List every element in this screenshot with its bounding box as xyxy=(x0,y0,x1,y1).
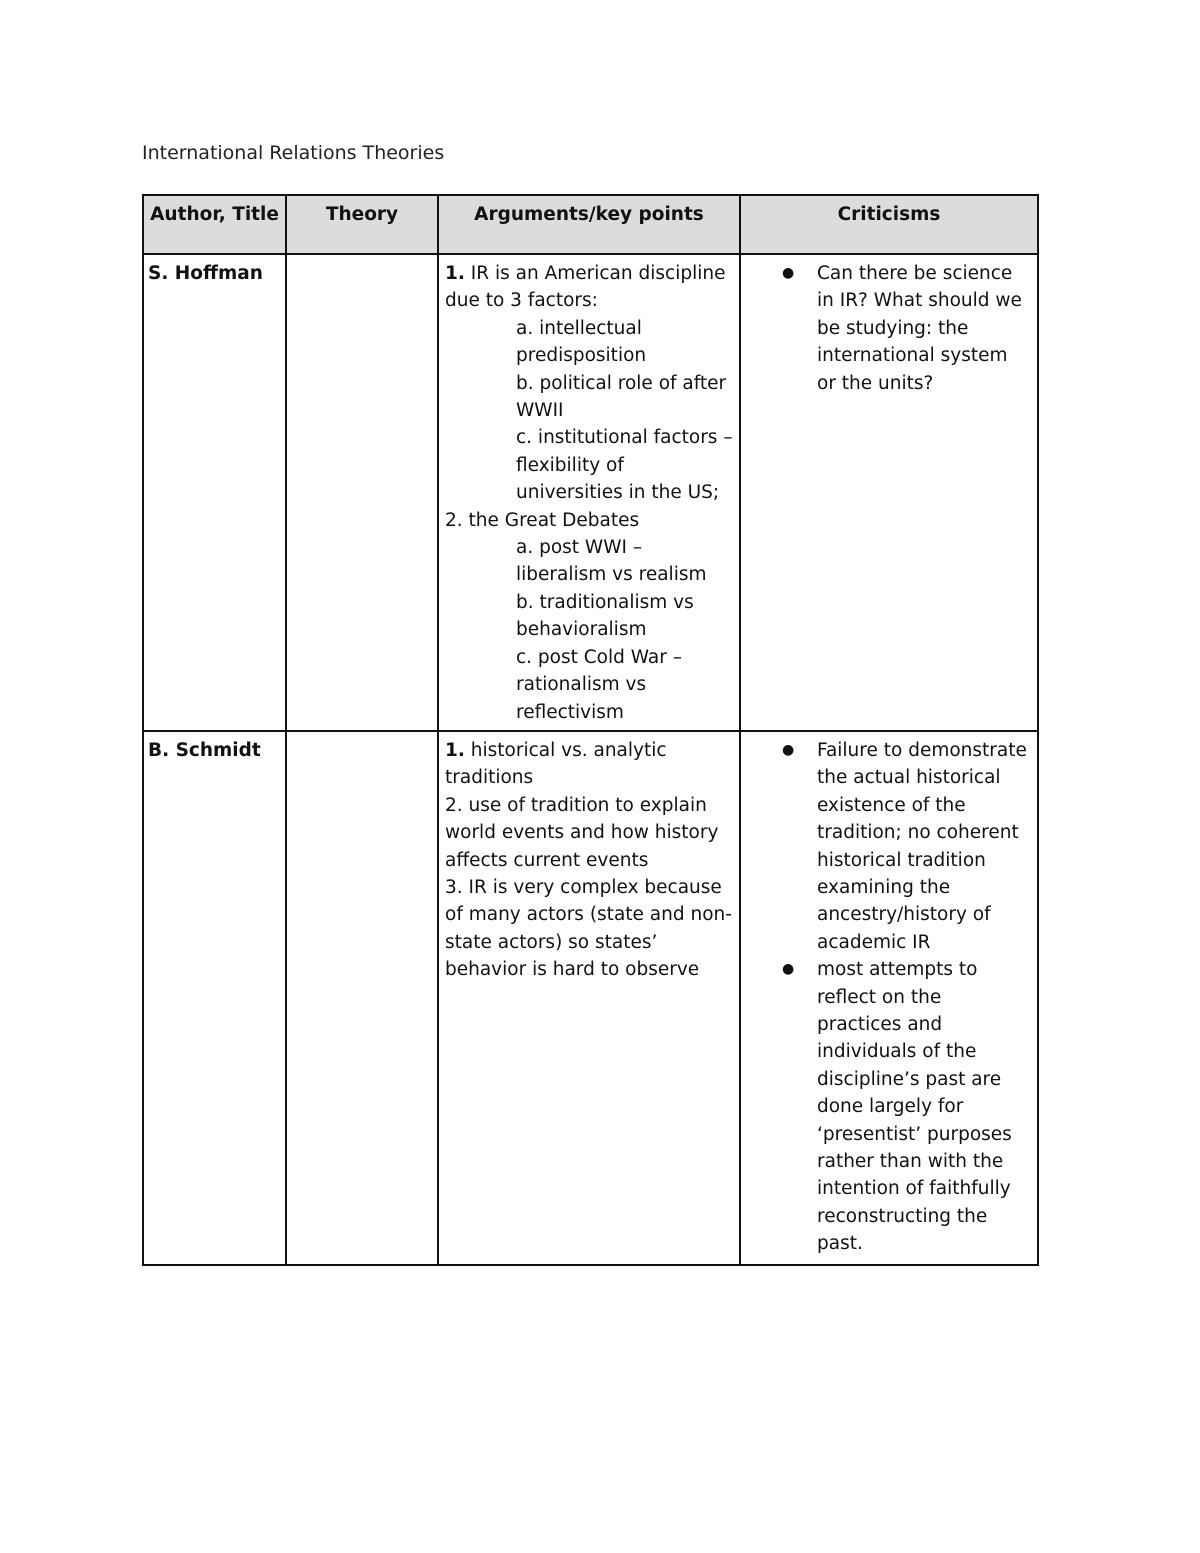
header-criticisms: Criticisms xyxy=(740,195,1038,254)
argument-subitem: c. institutional factors – flexibility of universities in the US; xyxy=(516,427,733,504)
theories-table xyxy=(142,194,1039,1266)
criticism-text: Failure to demonstrate the actual historical existence of the tradition; no coherent historical tradition examining the ancestry/history of academic IR xyxy=(817,739,1027,953)
argument-text: historical vs. analytic traditions xyxy=(445,739,667,789)
argument-subitem: c. post Cold War – rationalism vs reflectivism xyxy=(516,646,682,723)
list-item xyxy=(741,260,1031,397)
list-item xyxy=(741,737,1031,956)
argument-item xyxy=(445,737,735,792)
header-theory: Theory xyxy=(286,195,438,254)
arguments-cell xyxy=(438,254,740,731)
argument-item: 2. the Great Debates xyxy=(445,509,640,531)
criticisms-cell xyxy=(740,731,1038,1265)
author-cell: S. Hoffman xyxy=(143,254,286,731)
arguments-cell xyxy=(438,731,740,1265)
table-row xyxy=(143,731,1038,1265)
argument-item: 2. use of tradition to explain world events and how history affects current events xyxy=(445,794,719,871)
argument-item: 3. IR is very complex because of many actors (state and non-state actors) so states’ behavior is hard to observe xyxy=(445,876,732,981)
table-row xyxy=(143,254,1038,731)
argument-subitem: b. political role of after WWII xyxy=(516,372,727,422)
argument-subitem: a. post WWI – liberalism vs realism xyxy=(516,537,707,586)
criticism-text: Can there be science in IR? What should we be studying: the international system or the units? xyxy=(817,263,1022,394)
criticisms-cell xyxy=(740,254,1038,731)
bullet-icon: ● xyxy=(782,741,795,758)
criticisms-list xyxy=(741,260,1031,397)
bullet-icon: ● xyxy=(782,265,795,281)
argument-subitem: a. intellectual predisposition xyxy=(516,317,647,367)
argument-text: IR is an American discipline due to 3 factors: xyxy=(445,263,726,312)
criticism-text: most attempts to reflect on the practices and individuals of the discipline’s past are done largely for ‘presentist’ purposes rather than with the intention of faithfully reconstructing the past. xyxy=(817,959,1012,1255)
theory-cell xyxy=(286,731,438,1265)
header-author: Author, Title xyxy=(143,195,286,254)
table-header-row xyxy=(143,195,1038,254)
argument-item xyxy=(445,260,735,315)
argument-number: 1. xyxy=(445,739,465,761)
list-item xyxy=(741,956,1031,1257)
theory-cell xyxy=(286,254,438,731)
argument-subitem: b. traditionalism vs behavioralism xyxy=(516,591,694,641)
bullet-icon: ● xyxy=(782,961,795,978)
author-cell: B. Schmidt xyxy=(143,731,286,1265)
header-arguments: Arguments/key points xyxy=(438,195,740,254)
document-title: International Relations Theories xyxy=(142,142,445,164)
criticisms-list xyxy=(741,737,1031,1258)
argument-number: 1. xyxy=(445,263,465,284)
